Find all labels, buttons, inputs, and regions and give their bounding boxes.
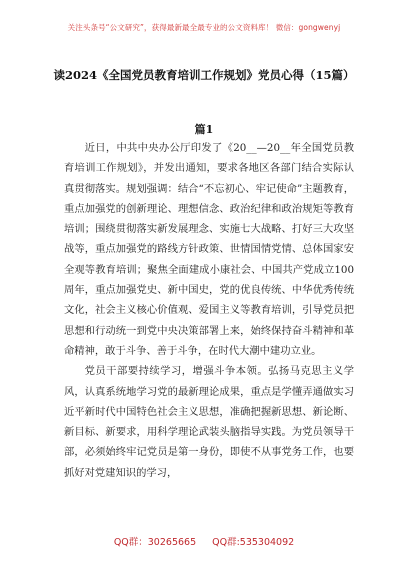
promo-banner: 关注头条号“公文研究”，获得最新最全最专业的公文资料库！ 微信：gongwenyj — [67, 23, 341, 32]
footer-contact — [0, 534, 408, 548]
document-body — [64, 138, 354, 483]
qq-group-1: QQ群：30265665 — [113, 537, 197, 548]
section-title: 篇1 — [194, 123, 214, 136]
qq-group-2: QQ群:535304092 — [212, 537, 295, 548]
paragraph: 党员干部要持续学习，增强斗争本领。弘扬马克思主义学风，认真系统地学习党的最新理论成果，重点是学懂弄通做实习近平新时代中国特色社会主义思想，准确把握新思想、新论断、新目标、新要求，用科学理论武装头脑指导实践。为党员领导干部，必须始终牢记党员是第一身份，即使不从事党务工作，也要抓好对党建知识的学习， — [64, 365, 354, 479]
paragraph: 近日，中共中央办公厅印发了《20__—20__年全国党员教育培训工作规划》，并发出通知，要求各地区各部门结合实际认真贯彻落实。规划强调：结合“不忘初心、牢记使命”主题教育，重点加强党的创新理论、理想信念、政治纪律和政治规矩等教育培训；围绕贯彻落实新发展理念、实施七大战略、打好三大攻坚战等，重点加强党的路线方针政策、世情国情党情、总体国家安全观等教育培训；聚焦全面建成小康社会、中国共产党成立100周年，重点加强党史、新中国史，党的优良传统、中华优秀传统文化，社会主义核心价值观、爱国主义等教育培训，引导党员把思想和行动统一到党中央决策部署上来，始终保持奋斗精神和革命精神，敢于斗争、善于斗争，在时代大潮中建功立业。 — [64, 142, 354, 357]
document-title: 读2024《全国党员教育培训工作规划》党员心得（15篇） — [53, 68, 355, 82]
